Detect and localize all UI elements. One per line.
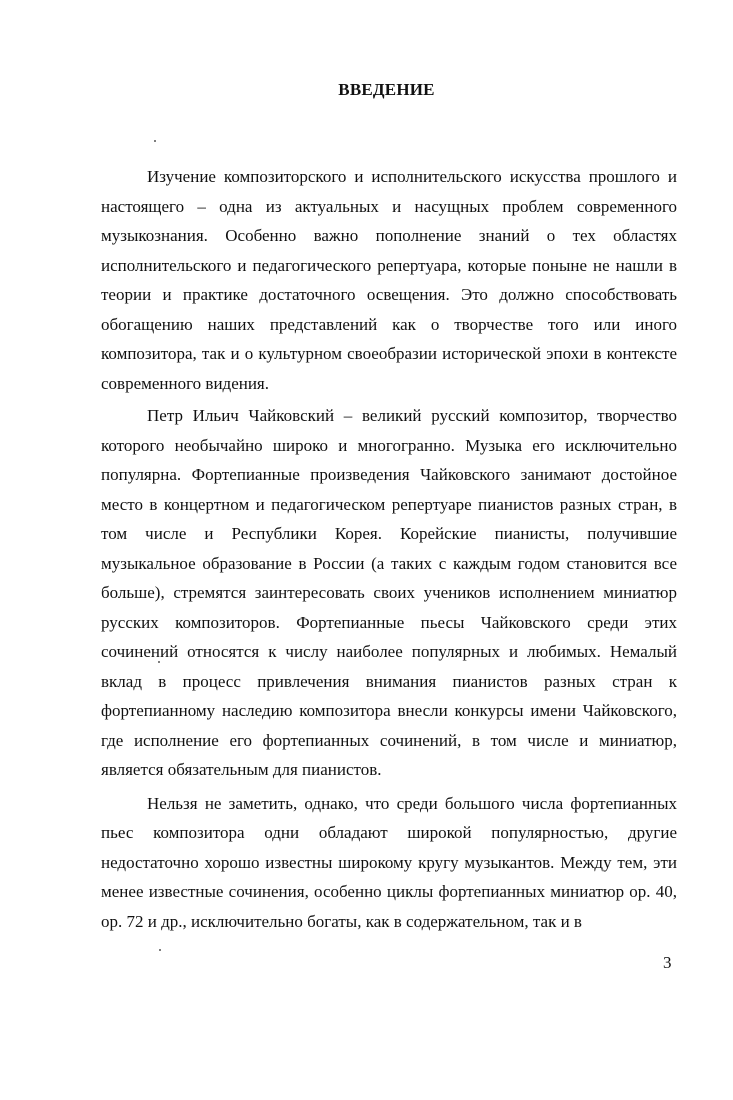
scan-speck: [159, 949, 161, 951]
paragraph-2: Петр Ильич Чайковский – великий русский композитор, творчество которого необычайно широко и многогранно. Музыка его исключительно популярна. Фортепианные произведения Чайковского занимают достойное место в концертном и педагогическом репертуаре пианистов разных стран, в том числе и Республики Корея. Корейские пианисты, получившие музыкальное образование в России (а таких с каждым годом становится все больше), стремятся заинтересовать своих учеников исполнением миниатюр русских композиторов. Фортепианные пьесы Чайковского среди этих сочинений относятся к числу наиболее популярных и любимых. Немалый вклад в процесс привлечения внимания пианистов разных стран к фортепианному наследию композитора внесли конкурсы имени Чайковского, где исполнение его фортепианных сочинений, в том числе и миниатюр, является обязательным для пианистов.: [101, 406, 677, 779]
paragraph-1: Изучение композиторского и исполнительского искусства прошлого и настоящего – одна из актуальных и насущных проблем современного музыкознания. Особенно важно пополнение знаний о тех областях исполнительского и педагогического репертуара, которые поныне не нашли в теории и практике достаточного освещения. Это должно способствовать обогащению наших представлений как о творчестве того или иного композитора, так и о культурном своеобразии исторической эпохи в контексте современного видения.: [101, 167, 677, 393]
page-title: ВВЕДЕНИЕ: [338, 80, 435, 99]
paragraph-3: Нельзя не заметить, однако, что среди большого числа фортепианных пьес композитора одни обладают широкой популярностью, другие недостаточно хорошо известны широкому кругу музыкантов. Между тем, эти менее известные сочинения, особенно циклы фортепианных миниатюр ор. 40, ор. 72 и др., исключительно богаты, как в содержательном, так и в: [101, 793, 677, 931]
body-text: [101, 162, 677, 936]
page-number: 3: [663, 953, 672, 972]
scan-speck: [158, 661, 160, 663]
scan-speck: [154, 140, 156, 142]
